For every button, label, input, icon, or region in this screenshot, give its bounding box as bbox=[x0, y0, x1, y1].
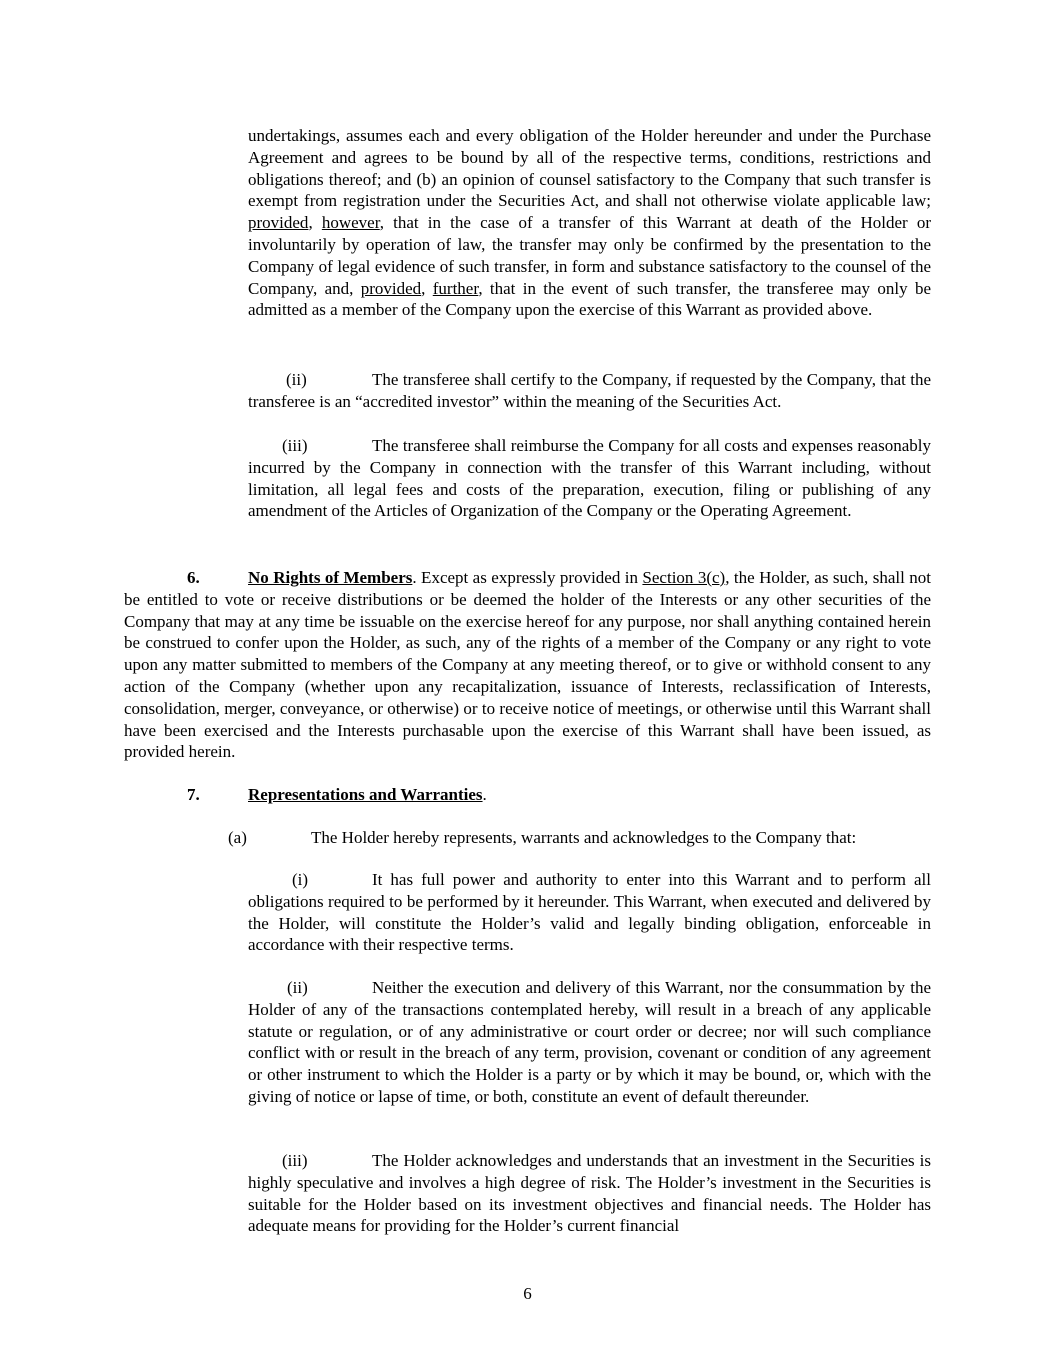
item-text: The transferee shall certify to the Company, if requested by the Company, that the transferee is an “accredited investor” within the meaning of the Securities Act. bbox=[248, 370, 931, 411]
underlined-term: further bbox=[432, 278, 479, 298]
section-heading: No Rights of Members bbox=[248, 568, 413, 587]
item-text: It has full power and authority to enter into this Warrant and to perform all obligations required to be performed by it hereunder. This Warrant, when executed and delivered by the Holder, will constitute the Holder’s valid and legally binding obligation, enforceable in accordance with their respective terms. bbox=[248, 870, 931, 955]
paragraph-5-iii bbox=[248, 435, 931, 522]
underlined-term: however bbox=[321, 213, 380, 233]
paragraph-7-a bbox=[228, 827, 931, 849]
text-run: , bbox=[421, 278, 433, 298]
text-run: , the Holder, as such, shall not be entitled to vote or receive distributions or be deemed the holder of the Interests or any other securities of the Company that may at any time be issuable on the exercise hereof for any purpose, nor shall anything contained herein be construed to confer upon the Holder, as such, any of the rights of a member of the Company or any right to vote upon any matter submitted to members of the Company at any meeting thereof, or to give or withhold consent to any action of the Company (whether upon any recapitalization, issuance of Interests, reclassification of Interests, consolidation, merger, conveyance, or otherwise) or to receive notice of meetings, or otherwise until this Warrant shall have been exercised and the Interests purchasable upon the exercise of this Warrant shall have been issued, as provided herein. bbox=[124, 568, 931, 762]
item-number: (iii) bbox=[282, 1151, 308, 1170]
item-number: (i) bbox=[292, 870, 309, 889]
section-number: 6. bbox=[187, 568, 200, 587]
section-7-heading bbox=[124, 784, 931, 806]
section-number: 7. bbox=[187, 785, 200, 804]
item-text: The Holder acknowledges and understands that an investment in the Securities is highly speculative and involves a high degree of risk. The Holder’s investment in the Securities is suitable for the Holder based on its investment objectives and financial needs. The Holder has adequate means for providing for the Holder’s current financial bbox=[248, 1151, 931, 1236]
item-number: (ii) bbox=[286, 370, 307, 389]
item-number: (ii) bbox=[287, 978, 308, 997]
text-run: . Except as expressly provided in bbox=[412, 568, 643, 587]
text-run: , that in the event of such transfer, the transferee may only be admitted as a member of the Company upon the exercise of this Warrant as provided above. bbox=[248, 278, 931, 320]
underlined-term: provided bbox=[248, 213, 309, 233]
underlined-term: provided bbox=[360, 278, 422, 298]
item-text: The Holder hereby represents, warrants and acknowledges to the Company that: bbox=[311, 828, 857, 847]
item-text: The transferee shall reimburse the Company for all costs and expenses reasonably incurred by the Company in connection with the transfer of this Warrant including, without limitation, all legal fees and costs of the preparation, execution, filing or publishing of any amendment of the Articles of Organization of the Company or the Operating Agreement. bbox=[248, 436, 931, 521]
paragraph-7-a-i bbox=[248, 869, 931, 956]
item-text: Neither the execution and delivery of this Warrant, nor the consummation by the Holder of any of the transactions contemplated hereby, will result in a breach of any applicable statute or regulation, or of any administrative or court order or decree; nor will such compliance conflict with or result in the breach of any term, provision, covenant or condition of any agreement or other instrument to which the Holder is a party or by which it may be bound, or, which with the giving of notice or lapse of time, or both, constitute an event of default thereunder. bbox=[248, 978, 931, 1106]
text-run: . bbox=[482, 785, 487, 804]
item-number: (iii) bbox=[282, 436, 308, 455]
section-heading: Representations and Warranties bbox=[248, 785, 483, 804]
cross-reference: Section 3(c) bbox=[642, 568, 726, 587]
paragraph-7-a-ii bbox=[248, 977, 931, 1108]
text-run: undertakings, assumes each and every obligation of the Holder hereunder and under the Purchase Agreement and agrees to be bound by all of the respective terms, conditions, restrictions and obligations thereof; and (b) an opinion of counsel satisfactory to the Company that such transfer is exempt from registration under the Securities Act, and shall not otherwise violate applicable law; bbox=[248, 126, 931, 211]
item-number: (a) bbox=[228, 828, 247, 847]
text-run: , that in the case of a transfer of this Warrant at death of the Holder or involuntarily by operation of law, the transfer may only be confirmed by the presentation to the Company of legal evidence of such transfer, in form and substance satisfactory to the counsel of the Company, and, bbox=[248, 213, 931, 298]
paragraph-7-a-iii bbox=[248, 1150, 931, 1237]
page-number: 6 bbox=[523, 1284, 532, 1303]
section-6-no-rights-of-members bbox=[124, 567, 931, 763]
paragraph-transfer-continuation bbox=[248, 125, 931, 321]
paragraph-5-ii bbox=[248, 369, 931, 413]
text-run: , bbox=[308, 213, 322, 233]
